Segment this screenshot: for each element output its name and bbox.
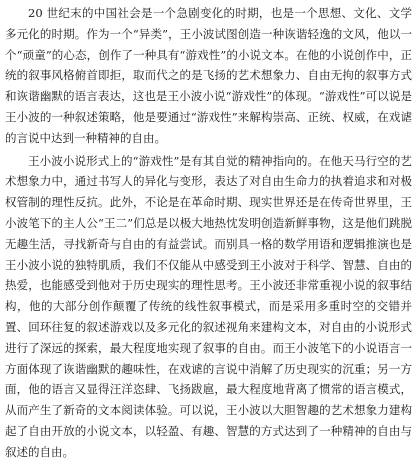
paragraph-2: 王小波小说形式上的“游戏性”是有其自觉的精神指向的。在他天马行空的艺术想象力中，通过书写人的异化与变形，表达了对自由生命力的执着追求和对极权管制的理性反抗。此外，不论是在革命时期、现实世界还是在传奇世界里，王小波笔下的主人公“王二”们总是以极大地热忱发明创造新鲜事物，这是他们跳脱无趣生活，寻找新奇与自由的有益尝试。而别具一格的数学用语和逻辑推演也是王小波小说的独特肌质，我们不仅能从中感受到王小波对于科学、智慧、自由的热爱，也能感受到他对于历史现实的理性思考。王小波还非常重视小说的叙事结构，他的大部分创作颠覆了传统的线性叙事模式，而是采用多重时空的交错并置、回环往复的叙述游戏以及多元化的叙述视角来建构文本，对自由的小说形式进行了深远的探索，最大程度地实现了叙事的自由。而王小波笔下的小说语言一方面体现了诙谐幽默的趣味性，在戏谑的言说中消解了历史现实的沉重；另一方面，他的语言又显得汪洋恣肆、飞扬跋扈，最大程度地背离了惯常的语言模式，从而产生了新奇的文本阅读体验。可以说，王小波以大胆智趣的艺术想象力建构起了自由开放的小说文本，以轻盈、有趣、智慧的方式达到了一种精神的自由与叙述的自由。 [5,153,412,459]
paragraph-1: 20 世纪末的中国社会是一个急剧变化的时期，也是一个思想、文化、文学多元化的时期。作为一个“异类”，王小波试图创造一种诙谐轻逸的文风，他以一个“顽童”的心态，创作了一种具有“游戏性”的小说文本。在他的小说创作中，正统的叙事风格俯首即拒，取而代之的是飞扬的艺术想象力、自由无拘的叙事方式和诙谐幽默的语言表达，这也是王小波小说“游戏性”的体现。“游戏性”可以说是王小波的一种叙述策略，他是要通过“游戏性”来解构崇高、正统、权威，在戏谑的言说中达到一种精神的自由。 [5,6,412,145]
